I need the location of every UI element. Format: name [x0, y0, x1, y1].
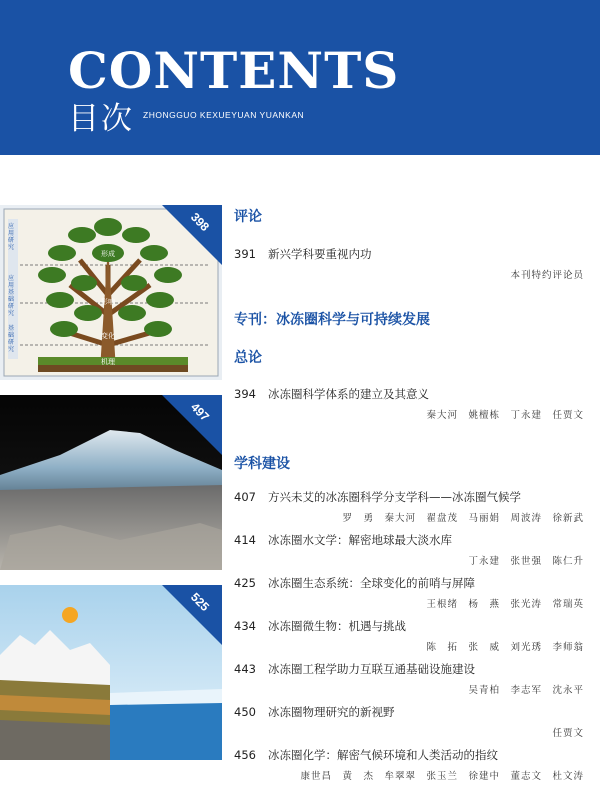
entry-authors: 秦大河 姚檀栋 丁永建 任贾文	[426, 410, 584, 421]
entry-page: 434	[234, 619, 256, 633]
section-heading: 总论	[234, 350, 262, 366]
toc-entry[interactable]	[234, 386, 584, 421]
toc-entry[interactable]	[234, 618, 584, 653]
entry-title: 冰冻圈科学体系的建立及其意义	[268, 387, 429, 401]
entry-page: 391	[234, 247, 256, 261]
page-number: 525	[187, 589, 213, 615]
page-number-tab	[162, 585, 222, 645]
entry-page: 443	[234, 662, 256, 676]
tree-label: 变化	[101, 332, 115, 340]
figure-thumbnail-tree[interactable]	[0, 205, 222, 380]
entry-title: 方兴未艾的冰冻圈科学分支学科——冰冻圈气候学	[268, 490, 521, 504]
toc-entry[interactable]	[234, 575, 584, 610]
entry-authors: 吴青柏 李志军 沈永平	[468, 685, 584, 696]
figure-thumbnail-mountain[interactable]	[0, 395, 222, 570]
section-heading: 专刊：冰冻圈科学与可持续发展	[234, 312, 430, 328]
entry-title: 冰冻圈生态系统：全球变化的前哨与屏障	[268, 576, 475, 590]
tree-label: 机理	[101, 358, 115, 366]
entry-page: 456	[234, 748, 256, 762]
tree-label: 形成	[101, 250, 115, 258]
entry-page: 450	[234, 705, 256, 719]
entry-authors: 罗 勇 秦大河 翟盘茂 马丽娟 周波涛 徐新武	[342, 513, 584, 524]
toc-entry[interactable]	[234, 661, 584, 696]
entry-title: 冰冻圈微生物：机遇与挑战	[268, 619, 406, 633]
entry-title: 冰冻圈物理研究的新视野	[268, 705, 395, 719]
section-heading: 评论	[234, 209, 262, 225]
entry-page: 407	[234, 490, 256, 504]
entry-title: 冰冻圈水文学：解密地球最大淡水库	[268, 533, 452, 547]
tree-label: 影响	[101, 298, 115, 306]
entry-authors: 康世昌 黄 杰 牟翠翠 张玉兰 徐建中 董志文 杜文涛	[300, 771, 584, 782]
entry-title: 冰冻圈工程学助力互联互通基础设施建设	[268, 662, 475, 676]
entry-page: 414	[234, 533, 256, 547]
toc-entry[interactable]	[234, 704, 584, 739]
entry-page: 425	[234, 576, 256, 590]
entry-authors: 陈 拓 张 威 刘光琇 李师翁	[426, 642, 584, 653]
entry-title: 冰冻圈化学：解密气候环境和人类活动的指纹	[268, 748, 498, 762]
entry-title: 新兴学科要重视内功	[268, 247, 372, 261]
page-number: 497	[187, 399, 213, 425]
journal-pinyin-name: ZHONGGUO KEXUEYUAN YUANKAN	[143, 110, 305, 120]
entry-page: 394	[234, 387, 256, 401]
side-label-basic: 基础研究	[8, 325, 15, 353]
page-number: 398	[187, 209, 213, 235]
header-banner	[0, 0, 600, 155]
figure-thumbnail-cryosphere[interactable]	[0, 585, 222, 760]
side-label-applied: 应用研究	[8, 223, 15, 251]
section-heading: 学科建设	[234, 456, 290, 472]
entry-authors: 王根绪 杨 燕 张光涛 常瑞英	[426, 599, 584, 610]
side-label-applied-basic: 应用基础研究	[8, 275, 15, 317]
contents-title: CONTENTS	[68, 41, 400, 100]
entry-authors: 任贾文	[552, 728, 584, 739]
page-number-tab	[162, 395, 222, 455]
entry-authors: 丁永建 张世强 陈仁升	[468, 556, 584, 567]
chinese-title: 目次	[68, 101, 134, 137]
page-number-tab	[162, 205, 222, 265]
toc-entry[interactable]	[234, 246, 584, 281]
toc-entry[interactable]	[234, 489, 584, 524]
toc-entry[interactable]	[234, 532, 584, 567]
toc-entry[interactable]	[234, 747, 584, 782]
entry-authors: 本刊特约评论员	[510, 270, 584, 281]
